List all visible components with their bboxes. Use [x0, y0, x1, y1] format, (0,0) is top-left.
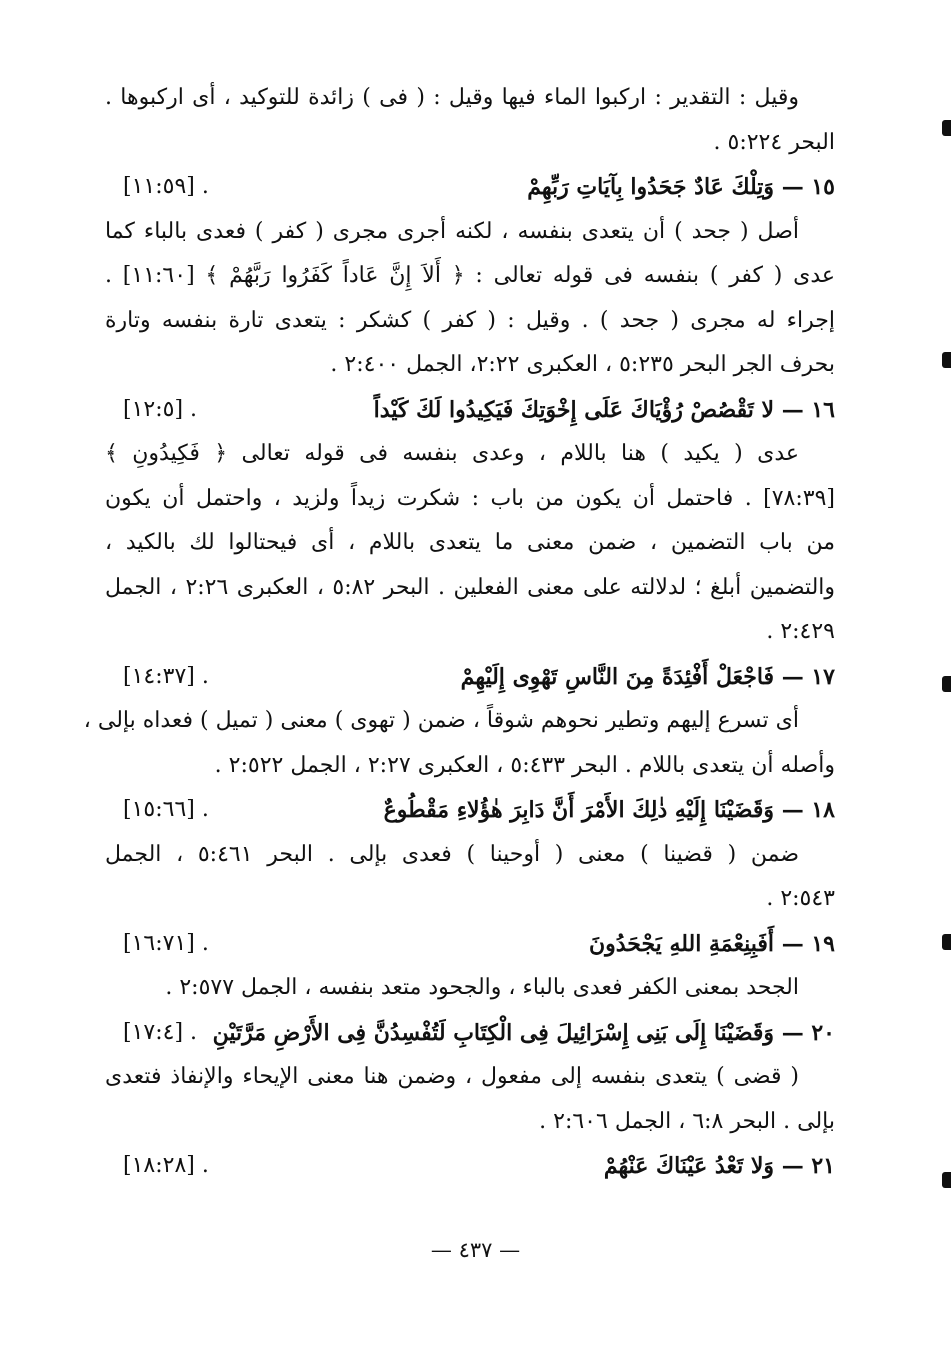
verse-line — [105, 922, 835, 967]
edge-mark — [942, 120, 951, 136]
text-line: عدى ( كفر ) بنفسه فى قوله تعالى : ﴿ أَلاَ إِنَّ عَاداً كَفَرُوا رَبَّهُمْ ﴾ [١١:٦٠] . — [105, 263, 835, 288]
verse-line — [105, 1144, 835, 1189]
text-line: ضمن ( قضينا ) معنى ( أوحينا ) فعدى بإلى . البحر ٥:٤٦١ ، الجمل — [105, 841, 799, 867]
text-line: [٧٨:٣٩] . فاحتمل أن يكون من باب : شكرت زيداً ولزيد ، واحتمل أن يكون — [105, 485, 835, 511]
text-line: أصل ( جحد ) أن يتعدى بنفسه ، لكنه أجرى مجرى ( كفر ) فعدى بالباء كما — [105, 218, 799, 244]
verse-text: ٢٠ — وَقَضَيْنَا إِلَى بَنِى إِسْرَائِيلَ فِى الْكِتَابِ لَتُفْسِدُنَّ فِى الأَرْضِ مَرَّتَيْنِ — [212, 1019, 835, 1046]
text-line: من باب التضمين ، ضمن معنى ما يتعدى باللام ، أى فيحتالوا لك بالكيد ، — [105, 530, 835, 555]
verse-text: ١٩ — أَفَبِنِعْمَةِ اللهِ يَجْحَدُونَ — [588, 930, 835, 957]
verse-text: ١٨ — وَقَضَيْنَا إِلَيْهِ ذٰلِكَ الأَمْرَ أَنَّ دَابِرَ هٰؤُلاءِ مَقْطُوعٌ — [383, 797, 835, 823]
verse-line — [105, 788, 835, 833]
edge-mark — [942, 352, 951, 368]
text-line: ٢:٤٢٩ . — [766, 619, 835, 644]
text-line: بحرف الجر البحر ٥:٢٣٥ ، العكبرى ٢:٢٢، الجمل ٢:٤٠٠ . — [330, 352, 835, 377]
text-line: وقيل : التقدير : اركبوا الماء فيها وقيل : ( فى ) زائدة للتوكيد ، أى اركبوها . — [105, 85, 799, 110]
text-line: ٢:٥٤٣ . — [766, 886, 835, 911]
verse-reference: [١٤:٣٧] . — [123, 663, 209, 689]
text-line: ( قضى ) يتعدى بنفسه إلى مفعول ، وضمن هنا معنى الإيحاء والإنفاذ فتعدى — [105, 1064, 799, 1089]
verse-line — [105, 655, 835, 700]
text-line: وأصله أن يتعدى باللام . البحر ٥:٤٣٣ ، العكبرى ٢:٢٧ ، الجمل ٢:٥٢٢ . — [214, 752, 835, 778]
edge-mark — [942, 934, 951, 950]
verse-reference: [١٦:٧١] . — [123, 930, 209, 956]
text-line: بإلى . البحر ٦:٨ ، الجمل ٢:٦٠٦ . — [539, 1108, 835, 1134]
text-line: إجراء له مجرى ( جحد ) . وقيل : ( كفر ) كشكر : يتعدى تارة بنفسه وتارة — [105, 307, 835, 333]
verse-line — [105, 165, 835, 210]
verse-reference: [١٨:٢٨] . — [123, 1153, 209, 1178]
edge-mark — [942, 1172, 951, 1188]
text-line: البحر ٥:٢٢٤ . — [713, 129, 835, 155]
verse-line — [105, 388, 835, 433]
verse-text: ٢١ — وَلا تَعْدُ عَيْنَاكَ عَنْهُمْ — [603, 1153, 835, 1179]
page-body — [83, 76, 836, 1189]
verse-reference: [١١:٥٩] . — [123, 174, 209, 199]
verse-reference: [١٢:٥] . — [123, 396, 198, 422]
text-line: والتضمين أبلغ ؛ لدلالته على معنى الفعلين . البحر ٥:٨٢ ، العكبرى ٢:٢٦ ، الجمل — [105, 574, 836, 600]
text-line: أى تسرع إليهم وتطير نحوهم شوقاً ، ضمن ( تهوى ) معنى ( تميل ) فعداه بإلى ، — [83, 708, 799, 733]
verse-reference: [١٧:٤] . — [123, 1019, 198, 1045]
text-line: عدى ( يكيد ) هنا باللام ، وعدى بنفسه فى قوله تعالى ﴿ فَكِيدُونِ ﴾ — [105, 441, 799, 466]
edge-mark — [942, 676, 951, 692]
verse-line — [105, 1011, 835, 1056]
verse-reference: [١٥:٦٦] . — [123, 797, 209, 822]
verse-text: ١٦ — لا تَقْصُصْ رُؤْيَاكَ عَلَى إِخْوَتِكَ فَيَكِيدُوا لَكَ كَيْداً — [373, 396, 835, 423]
page-number: — ٤٣٧ — — [430, 1238, 521, 1262]
verse-text: ١٧ — فَاجْعَلْ أَفْئِدَةً مِنَ النَّاسِ تَهْوِى إِلَيْهِمْ — [460, 663, 835, 690]
text-line: الجحد بمعنى الكفر فعدى بالباء ، والجحود متعد بنفسه ، الجمل ٢:٥٧٧ . — [165, 975, 799, 1000]
verse-text: ١٥ — وَتِلْكَ عَادٌ جَحَدُوا بِآيَاتِ رَبِّهِمْ — [527, 174, 835, 200]
